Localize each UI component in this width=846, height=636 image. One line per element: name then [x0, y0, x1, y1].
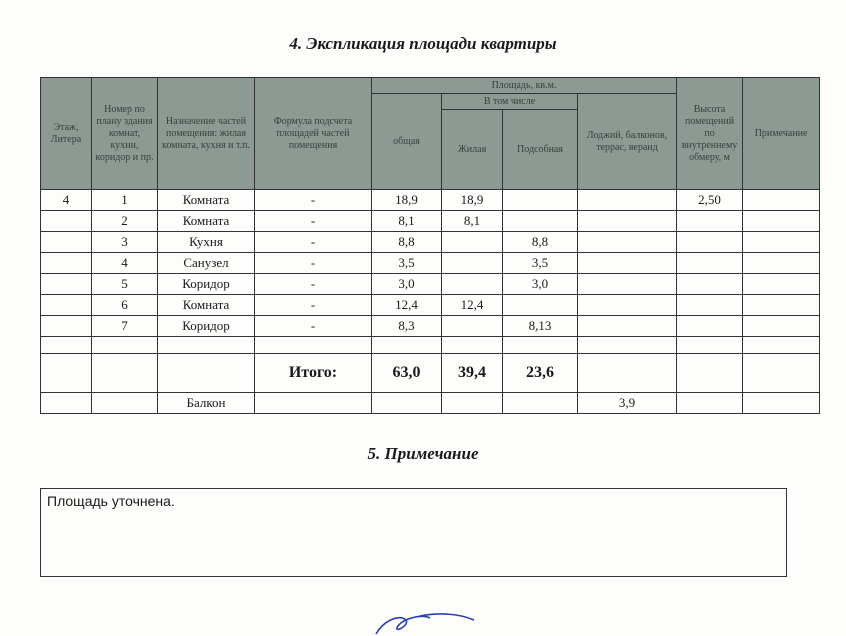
- header-aux: Подсобная: [503, 110, 578, 190]
- header-plan-no: Номер по плану здания комнат, кухни, коридор и пр.: [92, 78, 158, 190]
- cell-aux: 8,13: [503, 316, 578, 337]
- cell-height: [677, 316, 743, 337]
- cell-loggia: [578, 211, 677, 232]
- cell-total: 18,9: [372, 190, 442, 211]
- table-row: [41, 232, 820, 253]
- cell-floor: [41, 274, 92, 295]
- cell-aux: [503, 211, 578, 232]
- cell-formula: -: [255, 211, 372, 232]
- cell-total: 3,0: [372, 274, 442, 295]
- cell-formula: -: [255, 295, 372, 316]
- cell-living: [442, 316, 503, 337]
- note-box: [40, 488, 787, 577]
- cell-height: [677, 232, 743, 253]
- header-formula: Формула подсчета площадей частей помещения: [255, 78, 372, 190]
- totals-aux: 23,6: [503, 354, 578, 393]
- cell-aux: [503, 295, 578, 316]
- cell-note: [743, 316, 820, 337]
- cell-note: [743, 274, 820, 295]
- cell-living: [442, 274, 503, 295]
- header-loggias: Лоджий, балконов, террас, веранд: [578, 94, 677, 190]
- cell-living: 12,4: [442, 295, 503, 316]
- cell-height: [677, 295, 743, 316]
- cell-height: [677, 274, 743, 295]
- cell-loggia: [578, 253, 677, 274]
- cell-height: [677, 253, 743, 274]
- cell-no: 3: [92, 232, 158, 253]
- cell-note: [743, 232, 820, 253]
- cell-loggia: [578, 190, 677, 211]
- cell-aux: 8,8: [503, 232, 578, 253]
- cell-note: [743, 295, 820, 316]
- cell-no: 4: [92, 253, 158, 274]
- totals-row: [41, 354, 820, 393]
- section5-title: 5. Примечание: [367, 444, 479, 463]
- cell-floor: [41, 295, 92, 316]
- header-height: Высота помещений по внутреннему обмеру, м: [677, 78, 743, 190]
- table-row: [41, 274, 820, 295]
- cell-name: Комната: [158, 295, 255, 316]
- header-area-group: Площадь, кв.м.: [372, 78, 677, 94]
- cell-loggia: [578, 232, 677, 253]
- cell-living: 8,1: [442, 211, 503, 232]
- cell-no: 7: [92, 316, 158, 337]
- cell-floor: [41, 316, 92, 337]
- cell-floor: [41, 211, 92, 232]
- cell-no: 2: [92, 211, 158, 232]
- table-row: [41, 190, 820, 211]
- cell-formula: -: [255, 190, 372, 211]
- header-notes: Примечание: [743, 78, 820, 190]
- explication-table: [40, 77, 820, 414]
- cell-formula: -: [255, 232, 372, 253]
- cell-floor: 4: [41, 190, 92, 211]
- cell-living: 18,9: [442, 190, 503, 211]
- cell-note: [743, 253, 820, 274]
- cell-aux: 3,0: [503, 274, 578, 295]
- cell-living: [442, 253, 503, 274]
- cell-total: 12,4: [372, 295, 442, 316]
- cell-no: 1: [92, 190, 158, 211]
- cell-height: 2,50: [677, 190, 743, 211]
- blank-row: [41, 337, 820, 354]
- cell-total: 8,3: [372, 316, 442, 337]
- table-row: [41, 316, 820, 337]
- cell-formula: -: [255, 316, 372, 337]
- cell-aux: [503, 190, 578, 211]
- cell-no: 6: [92, 295, 158, 316]
- cell-loggia: [578, 316, 677, 337]
- header-floor: Этаж, Литера: [41, 78, 92, 190]
- cell-total: 8,1: [372, 211, 442, 232]
- cell-living: [442, 232, 503, 253]
- cell-formula: -: [255, 253, 372, 274]
- header-incl-group: В том числе: [442, 94, 578, 110]
- table-row: [41, 211, 820, 232]
- cell-loggia: [578, 274, 677, 295]
- header-total: общая: [372, 94, 442, 190]
- cell-name: Комната: [158, 211, 255, 232]
- cell-formula: -: [255, 274, 372, 295]
- cell-aux: 3,5: [503, 253, 578, 274]
- cell-name: Санузел: [158, 253, 255, 274]
- table-row: [41, 253, 820, 274]
- cell-floor: [41, 232, 92, 253]
- balcony-row: [41, 393, 820, 414]
- header-living: Жилая: [442, 110, 503, 190]
- section4-title: 4. Экспликация площади квартиры: [289, 34, 557, 53]
- signature-icon: [370, 612, 480, 636]
- cell-note: [743, 190, 820, 211]
- cell-name: Коридор: [158, 316, 255, 337]
- cell-total: 8,8: [372, 232, 442, 253]
- cell-name: Кухня: [158, 232, 255, 253]
- cell-floor: [41, 253, 92, 274]
- cell-note: [743, 211, 820, 232]
- totals-living: 39,4: [442, 354, 503, 393]
- header-purpose: Назначение частей помещения: жилая комната, кухня и т.п.: [158, 78, 255, 190]
- totals-total: 63,0: [372, 354, 442, 393]
- note-text: Площадь уточнена.: [47, 493, 175, 509]
- balcony-loggia: 3,9: [578, 393, 677, 414]
- cell-no: 5: [92, 274, 158, 295]
- cell-height: [677, 211, 743, 232]
- balcony-name: Балкон: [158, 393, 255, 414]
- totals-label: Итого:: [255, 354, 372, 393]
- cell-total: 3,5: [372, 253, 442, 274]
- cell-loggia: [578, 295, 677, 316]
- table-row: [41, 295, 820, 316]
- cell-name: Комната: [158, 190, 255, 211]
- cell-name: Коридор: [158, 274, 255, 295]
